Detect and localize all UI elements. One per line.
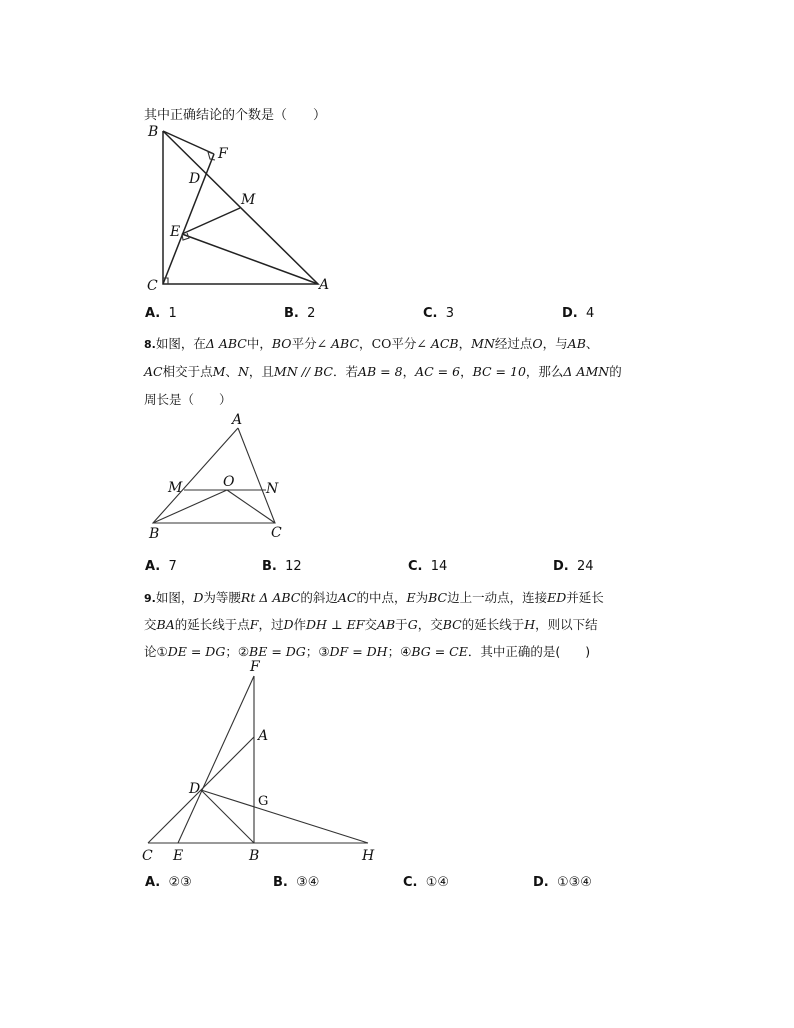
q9-label-A: A <box>258 728 269 744</box>
q9-option-d[interactable]: D. ①③④ <box>533 875 592 890</box>
q8-label-A: A <box>232 412 243 428</box>
q9-option-b[interactable]: B. ③④ <box>273 875 320 890</box>
q8-label-O: O <box>223 474 235 490</box>
q8-option-a[interactable]: A. 7 <box>145 559 177 574</box>
q9-label-G: G <box>258 794 269 809</box>
q8-option-b[interactable]: B. 12 <box>262 559 302 574</box>
q7-label-D: D <box>189 171 201 187</box>
q9-label-D: D <box>189 781 201 797</box>
q7-label-B: B <box>148 124 159 140</box>
q9-label-H: H <box>362 848 375 864</box>
q7-label-E: E <box>170 224 181 240</box>
q7-option-d[interactable]: D. 4 <box>562 306 595 321</box>
q7-option-a[interactable]: A. 1 <box>145 306 177 321</box>
q9-option-c[interactable]: C. ①④ <box>403 875 450 890</box>
q8-option-c[interactable]: C. 14 <box>408 559 448 574</box>
q7-option-c[interactable]: C. 3 <box>423 306 455 321</box>
q9-stem-line2: 交BA的延长线于点F，过D作DH ⊥ EF交AB于G，交BC的延长线于H，则以下结 <box>144 617 598 632</box>
q8-label-N: N <box>266 481 279 497</box>
q8-stem-line3: 周长是（ ） <box>144 392 232 407</box>
q7-label-M: M <box>241 192 256 208</box>
q9-label-B: B <box>249 848 260 864</box>
q7-label-A: A <box>319 277 330 293</box>
q7-option-b[interactable]: B. 2 <box>284 306 316 321</box>
q8-label-B: B <box>149 526 160 542</box>
q7-prompt: 其中正确结论的个数是（ ） <box>144 108 327 123</box>
q8-label-M: M <box>168 480 183 496</box>
q7-label-F: F <box>218 146 228 162</box>
q9-label-C: C <box>142 848 153 864</box>
q8-stem-line2: AC相交于点M、N，且MN // BC．若AB = 8，AC = 6，BC = 10，那么Δ AMN的 <box>144 364 622 379</box>
q9-option-a[interactable]: A. ②③ <box>145 875 192 890</box>
q9-stem-line1: 9.如图，D为等腰Rt Δ ABC的斜边AC的中点，E为BC边上一动点，连接ED并延长 <box>144 590 604 605</box>
q7-label-C: C <box>147 278 158 294</box>
q9-label-F: F <box>250 659 260 675</box>
q9-label-E: E <box>173 848 184 864</box>
q8-stem-line1: 8.如图，在Δ ABC中，BO平分∠ ABC，CO平分∠ ACB，MN经过点O，与AB、 <box>144 336 599 351</box>
q8-option-d[interactable]: D. 24 <box>553 559 594 574</box>
q9-stem-line3: 论①DE = DG；②BE = DG；③DF = DH；④BG = CE．其中正确的是( ) <box>144 644 591 659</box>
q8-label-C: C <box>271 525 282 541</box>
